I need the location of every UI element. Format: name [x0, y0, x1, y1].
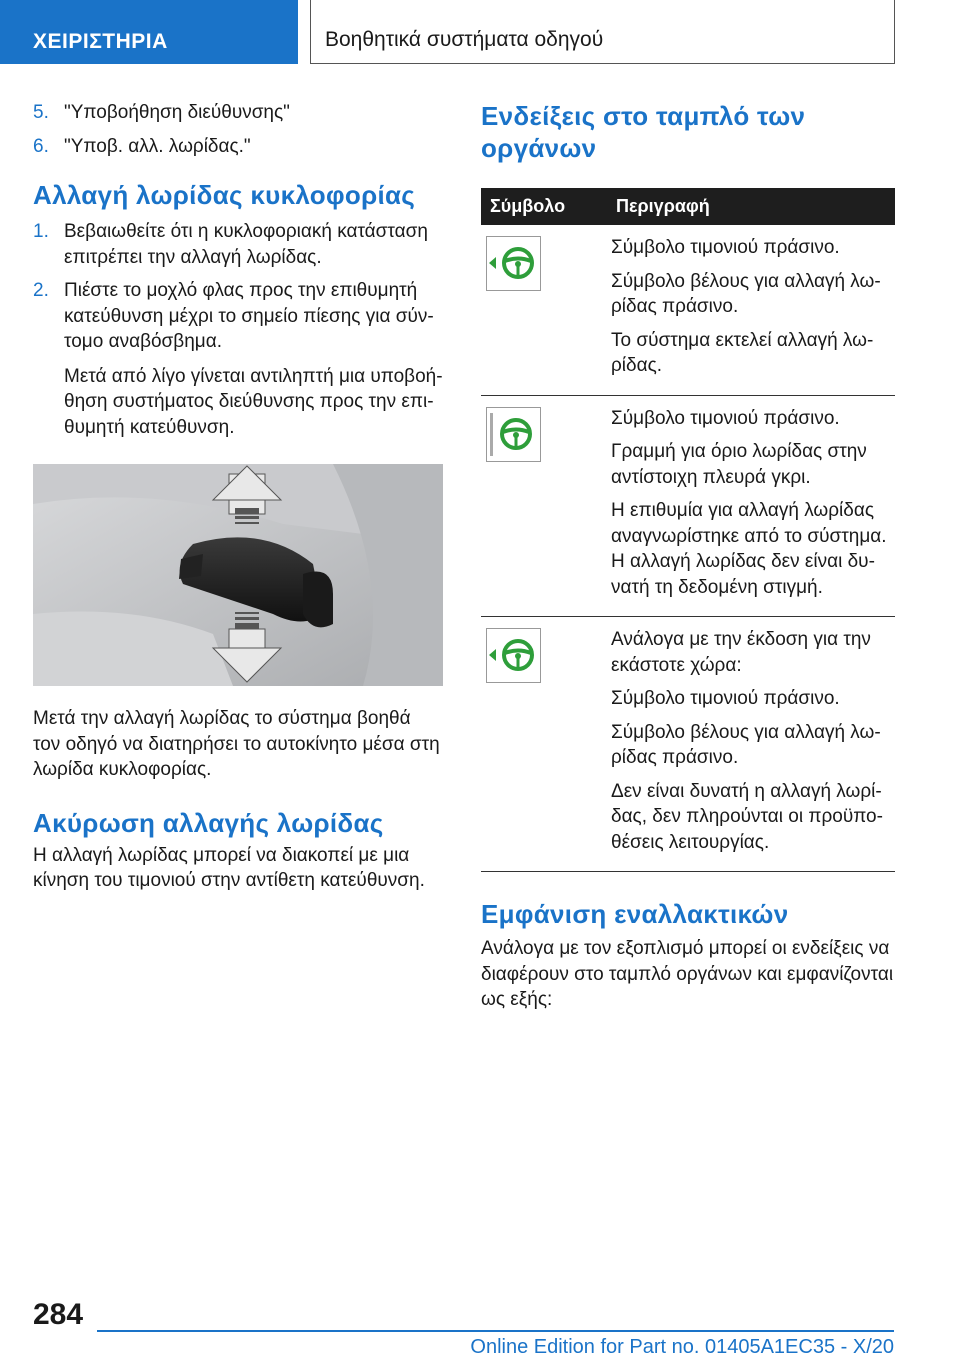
symbol-table [481, 188, 895, 872]
list-item [33, 100, 443, 126]
section-heading-lane-change: Αλλαγή λωρίδας κυκλοφορίας [33, 180, 416, 210]
description-line: Σύμβολο βέλους για αλλαγή λω-ρίδας πράσινο. [611, 270, 881, 317]
column-header-symbol: Σύμβολο [481, 188, 604, 225]
step-text: "Υποβοήθηση διεύθυνσης" [64, 102, 290, 123]
footer-divider [97, 1330, 894, 1332]
description-line: Δεν είναι δυνατή η αλλαγή λωρί-δας, δεν πληρούνται οι προϋπο-θέσεις λειτουργίας. [611, 780, 883, 853]
left-column [33, 100, 443, 894]
description-line: Σύμβολο τιμονιού πράσινο. [611, 407, 840, 429]
step-text: Πιέστε το μοχλό φλας προς την επιθυμητή κατεύθυνση μέχρι το σημείο πίεσης για σύν-τομο αναβόσβημα. [64, 280, 434, 352]
cancel-paragraph: Η αλλαγή λωρίδας μπορεί να διακοπεί με μια κίνηση του τιμονιού στην αντίθετη κατεύθυνση. [33, 844, 425, 891]
alternatives-paragraph: Ανάλογα με τον εξοπλισμό μπορεί οι ενδείξεις να διαφέρουν στο ταμπλό οργάνων και εμφανίζονται ως εξής: [481, 938, 894, 1010]
description-line: Το σύστημα εκτελεί αλλαγή λω-ρίδας. [611, 329, 874, 376]
section-tab[interactable]: ΧΕΙΡΙΣΤΗΡΙΑ [0, 0, 298, 64]
description-line: Γραμμή για όριο λωρίδας στην αντίστοιχη πλευρά γκρι. [611, 441, 867, 488]
chapter-title: Βοηθητικά συστήματα οδηγού [310, 0, 895, 64]
description-line: Ανάλογα με την έκδοση για την εκάστοτε χώρα: [611, 629, 871, 676]
description-line: Σύμβολο τιμονιού πράσινο. [611, 237, 840, 258]
step-text: "Υποβ. αλλ. λωρίδας." [64, 135, 251, 157]
description-line: Σύμβολο τιμονιού πράσινο. [611, 688, 840, 709]
table-row [481, 617, 895, 872]
step-number: 2. [33, 280, 49, 301]
section-heading-cancel: Ακύρωση αλλαγής λωρίδας [33, 807, 384, 838]
description-line: Η επιθυμία για αλλαγή λωρίδας αναγνωρίστηκε από το σύστημα. Η αλλαγή λωρίδας δεν είναι δυ-νατή τη δεδομένη στιγμή. [611, 500, 887, 598]
step-text: Βεβαιωθείτε ότι η κυκλοφοριακή κατάσταση επιτρέπει την αλλαγή λωρίδας. [64, 221, 428, 268]
list-item [33, 278, 443, 440]
steering-wheel-arrow-icon [486, 236, 541, 291]
description-line: Σύμβολο βέλους για αλλαγή λω-ρίδας πράσινο. [611, 721, 881, 768]
column-header-description: Περιγραφή [604, 188, 895, 225]
table-row [481, 395, 895, 617]
step-number: 5. [33, 102, 49, 123]
table-header-row [481, 188, 895, 225]
step-number: 6. [33, 135, 49, 157]
turn-signal-lever-image [33, 464, 443, 686]
step-number: 1. [33, 221, 49, 242]
steering-wheel-arrow-icon [486, 628, 541, 683]
after-lane-change-paragraph: Μετά την αλλαγή λωρίδας το σύστημα βοηθά τον οδηγό να διατηρήσει το αυτοκίνητο μέσα στη λωρίδα κυκλοφορίας. [33, 708, 440, 780]
steering-wheel-lane-icon [486, 407, 541, 462]
section-heading-alternatives: Εμφάνιση εναλλακτικών [481, 899, 789, 929]
section-heading-indicators: Ενδείξεις στο ταμπλό των οργάνων [481, 101, 806, 163]
page-number: 284 [33, 1298, 84, 1331]
edition-note: Online Edition for Part no. 01405A1EC35 - X/20 [470, 1336, 894, 1358]
right-column [481, 100, 895, 1013]
list-item [33, 134, 443, 160]
table-row [481, 225, 895, 395]
step-subtext: Μετά από λίγο γίνεται αντιληπτή μια υποβοή-θηση συστήματος διεύθυνσης προς την επι-θυμητή κατεύθυνση. [64, 365, 443, 438]
list-item [33, 219, 443, 270]
